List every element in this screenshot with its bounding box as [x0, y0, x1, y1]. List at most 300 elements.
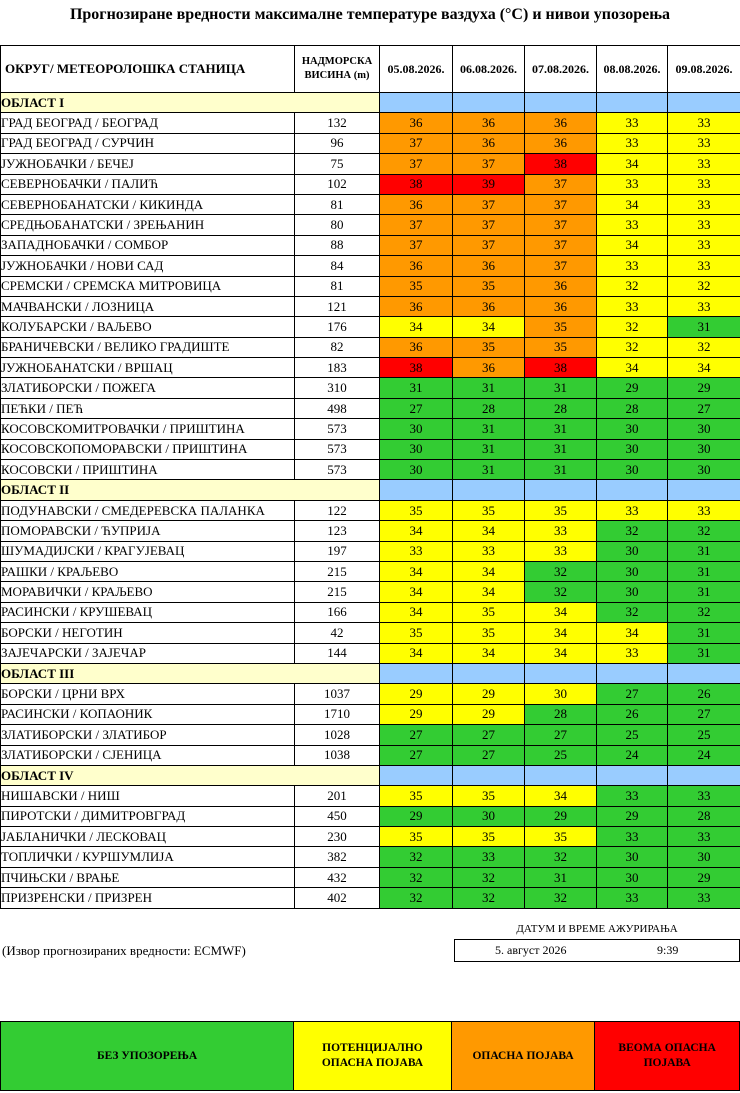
temperature-cell: 31 [453, 439, 525, 459]
region-header-cell [597, 765, 668, 785]
temperature-cell: 27 [668, 398, 740, 418]
table-row [1, 684, 740, 704]
table-row [1, 133, 740, 153]
table-row [1, 378, 740, 398]
temperature-cell: 31 [668, 643, 740, 663]
temperature-cell: 32 [668, 337, 740, 357]
region-name: ОБЛАСТ I [1, 93, 380, 113]
date-column-header: 05.08.2026. [380, 46, 453, 93]
table-body [1, 93, 740, 909]
temperature-cell: 33 [597, 113, 668, 133]
table-header-row [1, 46, 740, 93]
temperature-cell: 27 [380, 745, 453, 765]
temperature-cell: 31 [525, 439, 597, 459]
temperature-cell: 35 [525, 500, 597, 520]
temperature-cell: 30 [597, 419, 668, 439]
station-altitude: 573 [295, 460, 380, 480]
temperature-cell: 32 [597, 317, 668, 337]
temperature-cell: 30 [453, 806, 525, 826]
table-row [1, 867, 740, 887]
temperature-cell: 32 [525, 582, 597, 602]
temperature-cell: 33 [668, 888, 740, 908]
station-altitude: 88 [295, 235, 380, 255]
temperature-cell: 33 [597, 133, 668, 153]
table-row [1, 337, 740, 357]
temperature-cell: 38 [380, 174, 453, 194]
temperature-cell: 32 [597, 276, 668, 296]
station-altitude: 230 [295, 827, 380, 847]
temperature-cell: 34 [380, 582, 453, 602]
table-row [1, 888, 740, 908]
station-altitude: 215 [295, 561, 380, 581]
table-row [1, 276, 740, 296]
temperature-cell: 28 [668, 806, 740, 826]
temperature-cell: 30 [597, 867, 668, 887]
temperature-cell: 28 [597, 398, 668, 418]
station-altitude: 121 [295, 296, 380, 316]
temperature-cell: 33 [668, 786, 740, 806]
region-header-cell [597, 93, 668, 113]
update-date: 5. август 2026 [495, 943, 567, 957]
region-header-cell [525, 663, 597, 683]
table-row [1, 582, 740, 602]
temperature-cell: 30 [597, 561, 668, 581]
temperature-cell: 35 [453, 500, 525, 520]
temperature-cell: 36 [453, 256, 525, 276]
temperature-cell: 30 [380, 419, 453, 439]
temperature-cell: 32 [597, 521, 668, 541]
temperature-cell: 34 [525, 602, 597, 622]
temperature-cell: 28 [453, 398, 525, 418]
temperature-cell: 33 [668, 113, 740, 133]
temperature-cell: 37 [453, 215, 525, 235]
temperature-cell: 36 [525, 296, 597, 316]
table-row [1, 541, 740, 561]
temperature-cell: 27 [597, 684, 668, 704]
temperature-cell: 33 [597, 256, 668, 276]
station-altitude: 183 [295, 358, 380, 378]
station-altitude: 310 [295, 378, 380, 398]
station-name: ЗЛАТИБОРСКИ / ПОЖЕГА [1, 378, 295, 398]
temperature-cell: 29 [453, 684, 525, 704]
region-header-cell [668, 480, 740, 500]
temperature-cell: 30 [380, 439, 453, 459]
station-altitude: 81 [295, 276, 380, 296]
temperature-cell: 32 [380, 867, 453, 887]
temperature-cell: 36 [380, 337, 453, 357]
temperature-cell: 30 [597, 460, 668, 480]
table-row [1, 317, 740, 337]
temperature-cell: 25 [668, 725, 740, 745]
temperature-cell: 29 [597, 378, 668, 398]
temperature-cell: 35 [453, 623, 525, 643]
station-altitude: 402 [295, 888, 380, 908]
temperature-cell: 33 [597, 786, 668, 806]
temperature-cell: 31 [668, 541, 740, 561]
temperature-cell: 29 [525, 806, 597, 826]
table-row [1, 786, 740, 806]
temperature-cell: 34 [597, 235, 668, 255]
temperature-cell: 27 [525, 725, 597, 745]
temperature-cell: 33 [668, 194, 740, 214]
table-row [1, 847, 740, 867]
region-header-cell [668, 765, 740, 785]
station-altitude: 201 [295, 786, 380, 806]
temperature-cell: 37 [525, 215, 597, 235]
temperature-cell: 35 [380, 786, 453, 806]
temperature-cell: 36 [525, 276, 597, 296]
temperature-cell: 36 [380, 256, 453, 276]
region-header-row [1, 663, 740, 683]
temperature-cell: 33 [597, 500, 668, 520]
temperature-cell: 34 [525, 643, 597, 663]
temperature-cell: 33 [668, 235, 740, 255]
temperature-cell: 30 [597, 847, 668, 867]
table-row [1, 358, 740, 378]
region-name: ОБЛАСТ III [1, 663, 380, 683]
update-time: 9:39 [657, 943, 679, 957]
station-altitude: 450 [295, 806, 380, 826]
legend-item-very-dangerous: ВЕОМА ОПАСНА ПОЈАВА [595, 1022, 739, 1090]
temperature-cell: 30 [668, 847, 740, 867]
station-name: СЕВЕРНОБАНАТСКИ / КИКИНДА [1, 194, 295, 214]
temperature-cell: 35 [525, 337, 597, 357]
station-altitude: 1028 [295, 725, 380, 745]
station-name: СРЕМСКИ / СРЕМСКА МИТРОВИЦА [1, 276, 295, 296]
temperature-cell: 37 [380, 235, 453, 255]
temperature-cell: 32 [525, 888, 597, 908]
temperature-cell: 38 [380, 358, 453, 378]
temperature-cell: 37 [453, 235, 525, 255]
temperature-cell: 28 [525, 398, 597, 418]
temperature-cell: 32 [597, 602, 668, 622]
temperature-cell: 33 [525, 541, 597, 561]
temperature-cell: 30 [597, 439, 668, 459]
region-header-cell [453, 480, 525, 500]
temperature-cell: 35 [380, 827, 453, 847]
update-box [454, 939, 740, 962]
station-name: РАСИНСКИ / КРУШЕВАЦ [1, 602, 295, 622]
temperature-cell: 30 [668, 419, 740, 439]
station-altitude: 382 [295, 847, 380, 867]
region-header-cell [453, 663, 525, 683]
station-altitude: 166 [295, 602, 380, 622]
temperature-cell: 31 [453, 419, 525, 439]
temperature-cell: 34 [597, 358, 668, 378]
station-altitude: 75 [295, 154, 380, 174]
region-header-cell [668, 663, 740, 683]
temperature-cell: 31 [668, 561, 740, 581]
table-row [1, 745, 740, 765]
temperature-cell: 34 [453, 521, 525, 541]
temperature-cell: 29 [380, 806, 453, 826]
station-name: ЈУЖНОБАЧКИ / НОВИ САД [1, 256, 295, 276]
station-altitude: 96 [295, 133, 380, 153]
station-altitude: 132 [295, 113, 380, 133]
station-name: РАШКИ / КРАЉЕВО [1, 561, 295, 581]
station-altitude: 81 [295, 194, 380, 214]
temperature-cell: 31 [453, 378, 525, 398]
region-header-cell [525, 93, 597, 113]
temperature-cell: 33 [597, 643, 668, 663]
region-header-cell [668, 93, 740, 113]
temperature-cell: 33 [453, 541, 525, 561]
station-name: ПЧИЊСКИ / ВРАЊЕ [1, 867, 295, 887]
station-name: ШУМАДИЈСКИ / КРАГУЈЕВАЦ [1, 541, 295, 561]
table-row [1, 827, 740, 847]
station-altitude: 102 [295, 174, 380, 194]
date-column-header: 09.08.2026. [668, 46, 740, 93]
temperature-cell: 36 [525, 133, 597, 153]
temperature-cell: 33 [668, 296, 740, 316]
temperature-cell: 33 [453, 847, 525, 867]
temperature-cell: 33 [597, 215, 668, 235]
temperature-cell: 32 [525, 561, 597, 581]
region-name: ОБЛАСТ IV [1, 765, 380, 785]
table-row [1, 500, 740, 520]
temperature-cell: 37 [525, 194, 597, 214]
altitude-column-header: НАДМОРСКА ВИСИНА (m) [295, 46, 380, 93]
temperature-cell: 35 [525, 317, 597, 337]
station-name: КОЛУБАРСКИ / ВАЉЕВО [1, 317, 295, 337]
temperature-cell: 34 [453, 317, 525, 337]
temperature-cell: 35 [525, 827, 597, 847]
temperature-cell: 39 [453, 174, 525, 194]
region-header-cell [380, 93, 453, 113]
table-row [1, 235, 740, 255]
temperature-cell: 34 [597, 154, 668, 174]
station-name: КОСОВСКОМИТРОВАЧКИ / ПРИШТИНА [1, 419, 295, 439]
temperature-cell: 36 [525, 113, 597, 133]
table-row [1, 194, 740, 214]
temperature-cell: 35 [453, 276, 525, 296]
temperature-cell: 29 [453, 704, 525, 724]
forecast-table [0, 45, 740, 909]
temperature-cell: 35 [380, 500, 453, 520]
table-row [1, 419, 740, 439]
temperature-cell: 33 [668, 133, 740, 153]
temperature-cell: 29 [668, 867, 740, 887]
station-altitude: 573 [295, 439, 380, 459]
temperature-cell: 31 [380, 378, 453, 398]
station-altitude: 42 [295, 623, 380, 643]
table-row [1, 806, 740, 826]
temperature-cell: 33 [668, 215, 740, 235]
region-header-cell [525, 765, 597, 785]
region-name: ОБЛАСТ II [1, 480, 380, 500]
station-altitude: 144 [295, 643, 380, 663]
temperature-cell: 30 [597, 582, 668, 602]
table-row [1, 460, 740, 480]
station-altitude: 82 [295, 337, 380, 357]
temperature-cell: 27 [380, 398, 453, 418]
region-header-row [1, 480, 740, 500]
station-altitude: 176 [295, 317, 380, 337]
region-header-row [1, 765, 740, 785]
station-altitude: 80 [295, 215, 380, 235]
temperature-cell: 30 [525, 684, 597, 704]
temperature-cell: 34 [597, 623, 668, 643]
temperature-cell: 33 [380, 541, 453, 561]
temperature-cell: 38 [525, 154, 597, 174]
table-row [1, 561, 740, 581]
temperature-cell: 31 [668, 582, 740, 602]
date-column-header: 08.08.2026. [597, 46, 668, 93]
temperature-cell: 33 [597, 888, 668, 908]
region-header-cell [597, 663, 668, 683]
station-name: ЈУЖНОБАЧКИ / БЕЧЕЈ [1, 154, 295, 174]
station-name: ЗАЈЕЧАРСКИ / ЗАЈЕЧАР [1, 643, 295, 663]
temperature-cell: 37 [525, 256, 597, 276]
table-row [1, 174, 740, 194]
temperature-cell: 35 [453, 602, 525, 622]
station-name: НИШАВСКИ / НИШ [1, 786, 295, 806]
temperature-cell: 33 [525, 521, 597, 541]
legend [0, 1021, 740, 1091]
station-name: КОСОВСКОПОМОРАВСКИ / ПРИШТИНА [1, 439, 295, 459]
temperature-cell: 34 [380, 317, 453, 337]
temperature-cell: 34 [453, 561, 525, 581]
temperature-cell: 35 [453, 786, 525, 806]
source-note: (Извор прогнозираних вредности: ECMWF) [2, 943, 246, 958]
temperature-cell: 35 [453, 827, 525, 847]
temperature-cell: 33 [668, 174, 740, 194]
legend-item-potentially-dangerous: ПОТЕНЦИЈАЛНО ОПАСНА ПОЈАВА [294, 1022, 452, 1090]
temperature-cell: 34 [597, 194, 668, 214]
temperature-cell: 38 [525, 358, 597, 378]
station-name: ТОПЛИЧКИ / КУРШУМЛИЈА [1, 847, 295, 867]
table-row [1, 113, 740, 133]
temperature-cell: 31 [668, 623, 740, 643]
region-header-row [1, 93, 740, 113]
station-altitude: 1037 [295, 684, 380, 704]
temperature-cell: 36 [380, 113, 453, 133]
station-name: ПРИЗРЕНСКИ / ПРИЗРЕН [1, 888, 295, 908]
table-row [1, 623, 740, 643]
temperature-cell: 34 [525, 623, 597, 643]
station-altitude: 573 [295, 419, 380, 439]
region-header-cell [525, 480, 597, 500]
temperature-cell: 31 [525, 378, 597, 398]
station-name: ПЕЋКИ / ПЕЋ [1, 398, 295, 418]
temperature-cell: 37 [380, 215, 453, 235]
station-name: ЗЛАТИБОРСКИ / ЗЛАТИБОР [1, 725, 295, 745]
temperature-cell: 35 [380, 276, 453, 296]
temperature-cell: 33 [668, 256, 740, 276]
update-label: ДАТУМ И ВРЕМЕ АЖУРИРАЊА [516, 923, 678, 935]
region-header-cell [380, 480, 453, 500]
temperature-cell: 33 [668, 154, 740, 174]
temperature-cell: 31 [453, 460, 525, 480]
temperature-cell: 25 [525, 745, 597, 765]
station-name: ПОМОРАВСКИ / ЋУПРИЈА [1, 521, 295, 541]
temperature-cell: 35 [380, 623, 453, 643]
temperature-cell: 36 [453, 113, 525, 133]
temperature-cell: 27 [453, 725, 525, 745]
temperature-cell: 33 [597, 174, 668, 194]
temperature-cell: 29 [597, 806, 668, 826]
temperature-cell: 33 [597, 827, 668, 847]
temperature-cell: 29 [668, 378, 740, 398]
station-name: БОРСКИ / НЕГОТИН [1, 623, 295, 643]
date-column-header: 07.08.2026. [525, 46, 597, 93]
temperature-cell: 37 [453, 154, 525, 174]
temperature-cell: 33 [668, 500, 740, 520]
station-altitude: 498 [295, 398, 380, 418]
temperature-cell: 34 [525, 786, 597, 806]
temperature-cell: 27 [380, 725, 453, 745]
table-row [1, 215, 740, 235]
table-row [1, 521, 740, 541]
temperature-cell: 31 [525, 867, 597, 887]
temperature-cell: 35 [453, 337, 525, 357]
temperature-cell: 26 [597, 704, 668, 724]
temperature-cell: 26 [668, 684, 740, 704]
station-name: ПИРОТСКИ / ДИМИТРОВГРАД [1, 806, 295, 826]
station-name: ГРАД БЕОГРАД / СУРЧИН [1, 133, 295, 153]
table-row [1, 643, 740, 663]
temperature-cell: 24 [668, 745, 740, 765]
temperature-cell: 30 [597, 541, 668, 561]
temperature-cell: 34 [380, 602, 453, 622]
station-name: СЕВЕРНОБАЧКИ / ПАЛИЋ [1, 174, 295, 194]
temperature-cell: 37 [453, 194, 525, 214]
temperature-cell: 32 [668, 602, 740, 622]
temperature-cell: 32 [380, 888, 453, 908]
station-altitude: 432 [295, 867, 380, 887]
temperature-cell: 31 [525, 419, 597, 439]
station-name: ЗАПАДНОБАЧКИ / СОМБОР [1, 235, 295, 255]
temperature-cell: 36 [380, 296, 453, 316]
station-altitude: 197 [295, 541, 380, 561]
temperature-cell: 32 [668, 276, 740, 296]
temperature-cell: 37 [380, 154, 453, 174]
temperature-cell: 30 [380, 460, 453, 480]
temperature-cell: 27 [668, 704, 740, 724]
temperature-cell: 34 [380, 561, 453, 581]
temperature-cell: 32 [453, 888, 525, 908]
station-name: МОРАВИЧКИ / КРАЉЕВО [1, 582, 295, 602]
region-header-cell [380, 663, 453, 683]
station-name: КОСОВСКИ / ПРИШТИНА [1, 460, 295, 480]
region-header-cell [453, 765, 525, 785]
station-altitude: 122 [295, 500, 380, 520]
station-name: ГРАД БЕОГРАД / БЕОГРАД [1, 113, 295, 133]
temperature-cell: 33 [597, 296, 668, 316]
temperature-cell: 36 [453, 296, 525, 316]
table-row [1, 704, 740, 724]
temperature-cell: 34 [380, 643, 453, 663]
region-header-cell [453, 93, 525, 113]
station-name: БРАНИЧЕВСКИ / ВЕЛИКО ГРАДИШТЕ [1, 337, 295, 357]
station-altitude: 123 [295, 521, 380, 541]
temperature-cell: 32 [597, 337, 668, 357]
temperature-cell: 34 [453, 582, 525, 602]
date-column-header: 06.08.2026. [453, 46, 525, 93]
temperature-cell: 29 [380, 684, 453, 704]
legend-item-no-warning: БЕЗ УПОЗОРЕЊА [1, 1022, 294, 1090]
station-name: БОРСКИ / ЦРНИ ВРХ [1, 684, 295, 704]
table-row [1, 398, 740, 418]
temperature-cell: 34 [668, 358, 740, 378]
temperature-cell: 31 [668, 317, 740, 337]
station-name: ЗЛАТИБОРСКИ / СЈЕНИЦА [1, 745, 295, 765]
temperature-cell: 30 [668, 460, 740, 480]
table-row [1, 256, 740, 276]
table-row [1, 154, 740, 174]
temperature-cell: 36 [380, 194, 453, 214]
temperature-cell: 32 [380, 847, 453, 867]
